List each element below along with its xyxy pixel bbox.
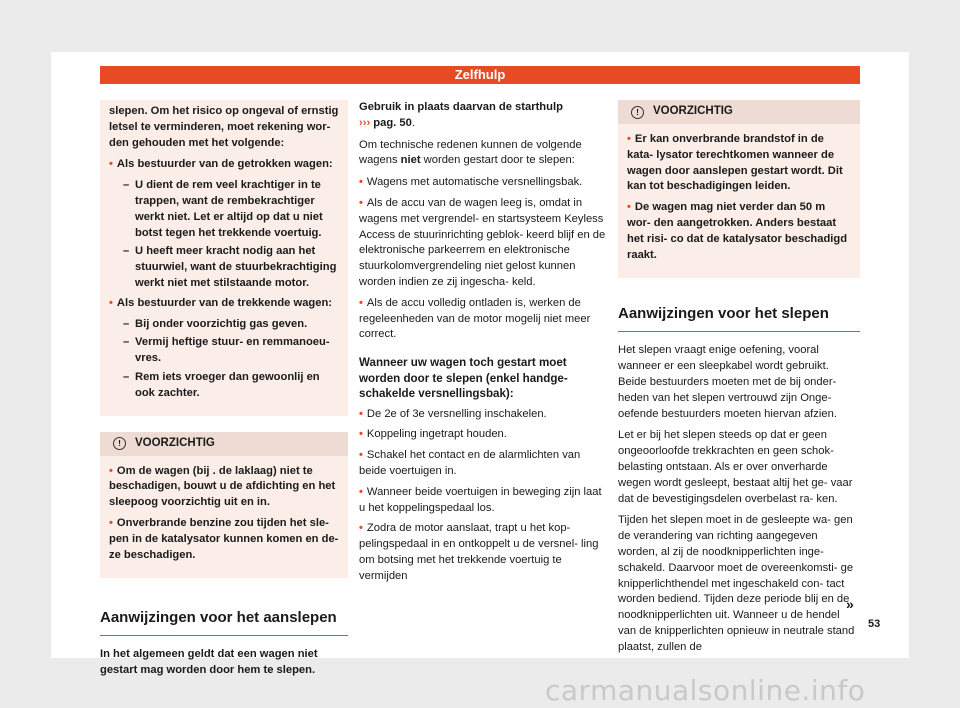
section-title-jump-start-towing: Aanwijzingen voor het aanslepen	[100, 608, 348, 636]
page-ref-arrow-icon: ›››	[359, 116, 371, 129]
paragraph: Let er bij het slepen steeds op dat er geen ongeoorloofde trekkrachten en geen schok- belasting ontstaan. Als er over onverharde wegen wordt gesleept, bestaat altij het ge- vaar dat de bevestigingsdelen overbelast ra- ken.	[618, 429, 853, 505]
list-item: • Wagens met automatische versnellingsbak.	[359, 175, 609, 191]
warning-title: ! VOORZICHTIG	[618, 100, 860, 124]
list-item: • De wagen mag niet verder dan 50 m wor- den aangetrokken. Anders bestaat het risi- co dat de katalysator beschadigd raakt.	[627, 200, 851, 263]
list-item: – U dient de rem veel krachtiger in te trappen, want de rembekrachtiger werkt niet. Let er altijd op dat u niet botst tegen het trekkende voertuig.	[123, 179, 323, 239]
section-title-towing: Aanwijzingen voor het slepen	[618, 304, 860, 332]
towing-driver-list	[109, 317, 339, 402]
watermark: carmanualsonline.info	[545, 674, 866, 707]
page-header: Zelfhulp	[100, 66, 860, 84]
warning-bullet-towed-driver: • Als bestuurder van de getrokken wagen:	[109, 157, 339, 173]
paragraph: Het slepen vraagt enige oefening, vooral wanneer er een sleepkabel wordt gebruikt. Beide bestuurders moeten met de bij onder- heden van het slepen vertrouwd zijn Onge- oefende bestuurders moeten hiervan afzien.	[618, 344, 837, 420]
paragraph: Om technische redenen kunnen de volgende wagens niet worden gestart door te slepen:	[359, 138, 582, 167]
towed-driver-list	[109, 178, 339, 292]
info-circle-icon: !	[631, 106, 644, 119]
list-item: • De 2e of 3e versnelling inschakelen.	[359, 407, 609, 423]
subheading-manual-gearbox: Wanneer uw wagen toch gestart moet worden door te slepen (enkel handge- schakelde versnellingsbak):	[359, 356, 568, 401]
section-text: In het algemeen geldt dat een wagen niet gestart mag worden door hem te slepen.	[100, 648, 318, 677]
list-item: • Om de wagen (bij . de laklaag) niet te beschadigen, bouwt u de afdichting en het sleepoog voorzichtig uit en in.	[109, 464, 339, 511]
paragraph: Tijden het slepen moet in de gesleepte wa- gen de verandering van richting aangegeven worden, al zij de noodknipperlichten inge- schakeld. Daarvoor moet de overeenkomsti- ge knipperlichthendel met ingeschakeld con- tact worden bediend. Tijden deze periode blij en de noodknipperlichten uit. Wanneer u de hendel van de knipperlichten opnieuw in neutrale stand plaatst, zullen de	[618, 514, 855, 653]
page-number: 53	[868, 618, 881, 630]
list-item: • Als de accu volledig ontladen is, werken de regeleenheden van de motor mogelij niet meer correct.	[359, 296, 609, 343]
page-reference-link[interactable]: pag. 50	[373, 116, 412, 129]
list-item: – Vermij heftige stuur- en remmanoeu- vres.	[123, 336, 330, 365]
list-item: • Onverbrande benzine zou tijden het sle- pen in de katalysator kunnen komen en de- ze beschadigen.	[109, 516, 339, 563]
list-item: • Koppeling ingetrapt houden.	[359, 427, 609, 443]
list-item: • Als de accu van de wagen leeg is, omdat in wagens met vergrendel- en startsysteem Keyless Access de stuurinrichting geblok- keerd blijf en de elektronische parkeerrem en elektronische stuurkolomvergrendeling niet gelost kunnen worden indien ze zij ingescha- keld.	[359, 196, 609, 291]
list-item: – U heeft meer kracht nodig aan het stuurwiel, want de stuurbekrachtiging werkt niet met stilstaande motor.	[123, 245, 337, 289]
warning-box-caution-1	[100, 432, 348, 579]
column-3	[618, 100, 860, 662]
list-item: • Zodra de motor aanslaat, trapt u het kop- pelingspedaal in en ontkoppelt u de versnel- ling om botsing met het trekkende voertuig te vermijden	[359, 521, 609, 584]
lead-paragraph: Gebruik in plaats daarvan de starthulp ››› pag. 50.	[359, 101, 563, 129]
warning-box-caution-2	[618, 100, 860, 278]
warning-bullet-towing-driver: • Als bestuurder van de trekkende wagen:	[109, 296, 339, 312]
column-2	[359, 100, 609, 590]
info-circle-icon: !	[113, 437, 126, 450]
warning-title: ! VOORZICHTIG	[100, 432, 348, 456]
list-item: • Wanneer beide voertuigen in beweging zijn laat u het koppelingspedaal los.	[359, 485, 609, 517]
column-1	[100, 100, 348, 685]
list-item: • Schakel het contact en de alarmlichten van beide voertuigen in.	[359, 448, 609, 480]
list-item: – Bij onder voorzichtig gas geven.	[123, 317, 308, 330]
list-item: • Er kan onverbrande brandstof in de kata- lysator terechtkomen wanneer de wagen door aanslepen gestart wordt. Dit kan tot beschadigingen leiden.	[627, 132, 851, 195]
warning-intro: slepen. Om het risico op ongeval of ernstig letsel te verminderen, moet rekening wor- den gehouden met het volgende:	[109, 105, 339, 149]
list-item: – Rem iets vroeger dan gewoonlij en ook zachter.	[123, 370, 320, 399]
continue-arrow-icon: »	[846, 596, 854, 612]
warning-box-continued	[100, 100, 348, 416]
